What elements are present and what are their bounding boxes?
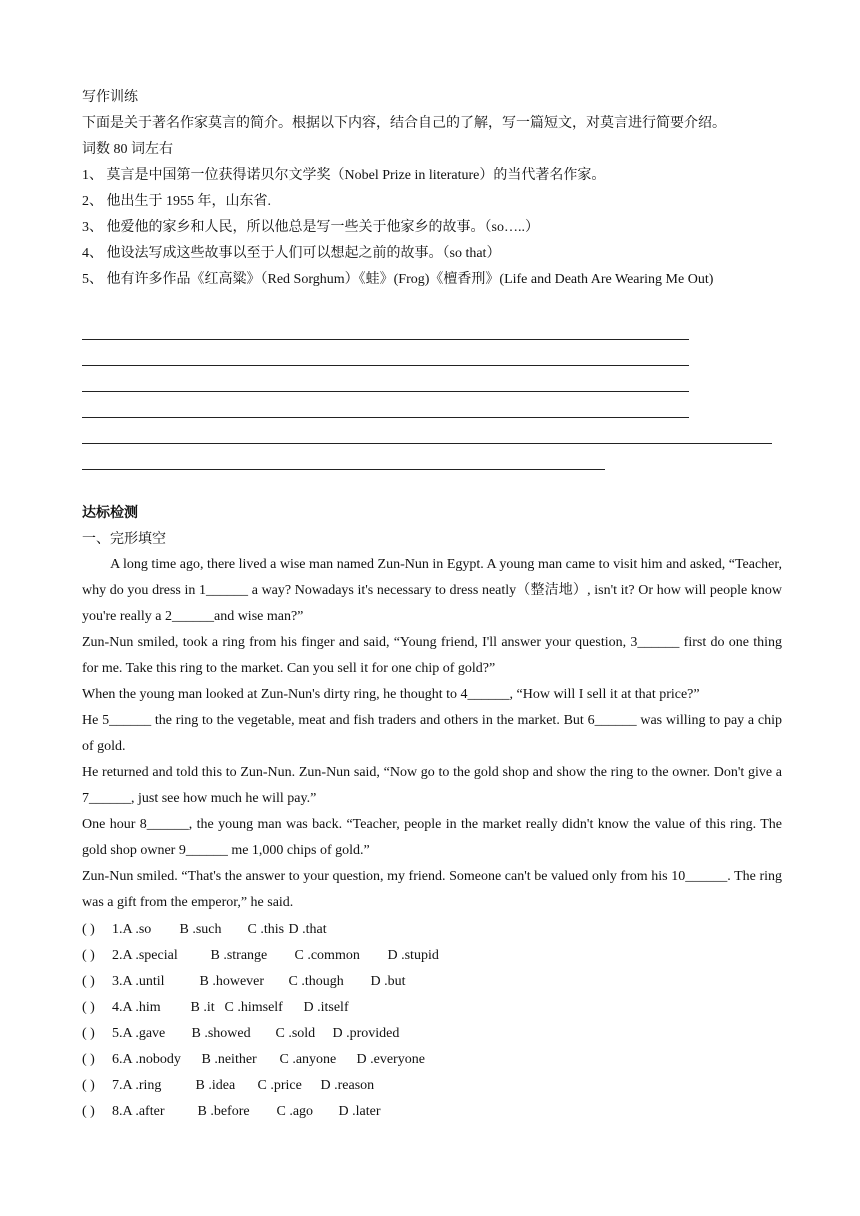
answer-line [82, 469, 605, 470]
writing-point: 5、 他有许多作品《红高粱》（Red Sorghum）《蛙》(Frog)《檀香刑》(Life and Death Are Wearing Me Out) [82, 272, 714, 287]
option: A .special [122, 948, 178, 963]
option: A .him [122, 1000, 161, 1015]
option: C .this [247, 922, 285, 937]
question-row [82, 1026, 399, 1042]
option: A .gave [122, 1026, 166, 1041]
question-row [82, 1104, 380, 1120]
question-row [82, 1000, 349, 1016]
cloze-paragraph: A long time ago, there lived a wise man named Zun-Nun in Egypt. A young man came to visit him and asked, “Teacher, why do you dress in 1______ a way? Nowadays it's necessary to dress neatly（整洁地）, isn't it? Or how will people know you're really a 2______and wise man?” [82, 557, 782, 624]
writing-word-count: 词数 80 词左右 [82, 142, 173, 157]
option: B .neither [201, 1052, 257, 1067]
answer-line [82, 365, 689, 366]
option: B .however [199, 974, 265, 989]
cloze-paragraph: He returned and told this to Zun-Nun. Zun-Nun said, “Now go to the gold shop and show the ring to the owner. Don't give a 7______, just see how much he will pay.” [82, 765, 782, 806]
test-title: 达标检测 [82, 506, 138, 521]
option: C .sold [275, 1026, 316, 1041]
option: D .provided [332, 1026, 400, 1041]
option: C .though [288, 974, 344, 989]
answer-blank[interactable]: ( ) [82, 948, 95, 963]
question-row [82, 922, 327, 938]
writing-point: 4、 他设法写成这些故事以至于人们可以想起之前的故事。（so that） [82, 246, 501, 261]
cloze-passage [82, 552, 782, 916]
option: D .stupid [387, 948, 439, 963]
option: C .anyone [279, 1052, 337, 1067]
option: B .such [179, 922, 222, 937]
question-number: 4. [112, 1000, 123, 1015]
answer-blank[interactable]: ( ) [82, 1078, 95, 1093]
option: B .showed [191, 1026, 251, 1041]
cloze-paragraph: One hour 8______, the young man was back. “Teacher, people in the market really didn't know the value of this ring. The gold shop owner 9______ me 1,000 chips of gold.” [82, 817, 782, 858]
question-number: 6. [112, 1052, 123, 1067]
question-row [82, 1078, 374, 1094]
question-number: 8. [112, 1104, 123, 1119]
cloze-paragraph: When the young man looked at Zun-Nun's dirty ring, he thought to 4______, “How will I sell it at that price?” [82, 687, 700, 702]
option: A .until [122, 974, 165, 989]
cloze-paragraph: Zun-Nun smiled. “That's the answer to your question, my friend. Someone can't be valued only from his 10______. The ring was a gift from the emperor,” he said. [82, 869, 782, 910]
answer-line [82, 443, 772, 444]
section-title: 一、完形填空 [82, 532, 166, 547]
writing-point: 1、 莫言是中国第一位获得诺贝尔文学奖（Nobel Prize in literature）的当代著名作家。 [82, 168, 606, 183]
option: D .but [370, 974, 406, 989]
answer-line [82, 391, 689, 392]
option: C .price [257, 1078, 302, 1093]
question-number: 7. [112, 1078, 123, 1093]
option: C .ago [276, 1104, 314, 1119]
writing-instruction: 下面是关于著名作家莫言的简介。根据以下内容，结合自己的了解，写一篇短文，对莫言进行简要介绍。 [82, 116, 726, 131]
option: C .himself [224, 1000, 283, 1015]
answer-blank[interactable]: ( ) [82, 1000, 95, 1015]
answer-line [82, 417, 689, 418]
writing-point: 3、 他爱他的家乡和人民，所以他总是写一些关于他家乡的故事。（so…..） [82, 220, 539, 235]
question-number: 5. [112, 1026, 123, 1041]
option: B .it [190, 1000, 215, 1015]
answer-line [82, 339, 689, 340]
option: D .that [288, 922, 327, 937]
option: B .strange [210, 948, 268, 963]
answer-blank[interactable]: ( ) [82, 1052, 95, 1067]
writing-point: 2、 他出生于 1955 年，山东省. [82, 194, 271, 209]
question-number: 1. [112, 922, 123, 937]
writing-title: 写作训练 [82, 90, 138, 105]
option: B .idea [195, 1078, 236, 1093]
option: A .ring [122, 1078, 162, 1093]
option: D .everyone [356, 1052, 425, 1067]
option: D .reason [320, 1078, 375, 1093]
option: A .after [122, 1104, 165, 1119]
option: C .common [294, 948, 360, 963]
option: B .before [197, 1104, 250, 1119]
option: D .later [338, 1104, 381, 1119]
option: D .itself [303, 1000, 349, 1015]
question-row [82, 948, 439, 964]
answer-blank[interactable]: ( ) [82, 974, 95, 989]
answer-blank[interactable]: ( ) [82, 1104, 95, 1119]
question-row [82, 974, 406, 990]
answer-blank[interactable]: ( ) [82, 922, 95, 937]
question-number: 3. [112, 974, 123, 989]
question-number: 2. [112, 948, 123, 963]
answer-blank[interactable]: ( ) [82, 1026, 95, 1041]
cloze-paragraph: He 5______ the ring to the vegetable, meat and fish traders and others in the market. But 6______ was willing to pay a chip of gold. [82, 713, 782, 754]
option: A .nobody [122, 1052, 181, 1067]
cloze-paragraph: Zun-Nun smiled, took a ring from his finger and said, “Young friend, I'll answer your question, 3______ first do one thing for me. Take this ring to the market. Can you sell it for one chip of gold?” [82, 635, 782, 676]
option: A .so [122, 922, 152, 937]
question-row [82, 1052, 425, 1068]
